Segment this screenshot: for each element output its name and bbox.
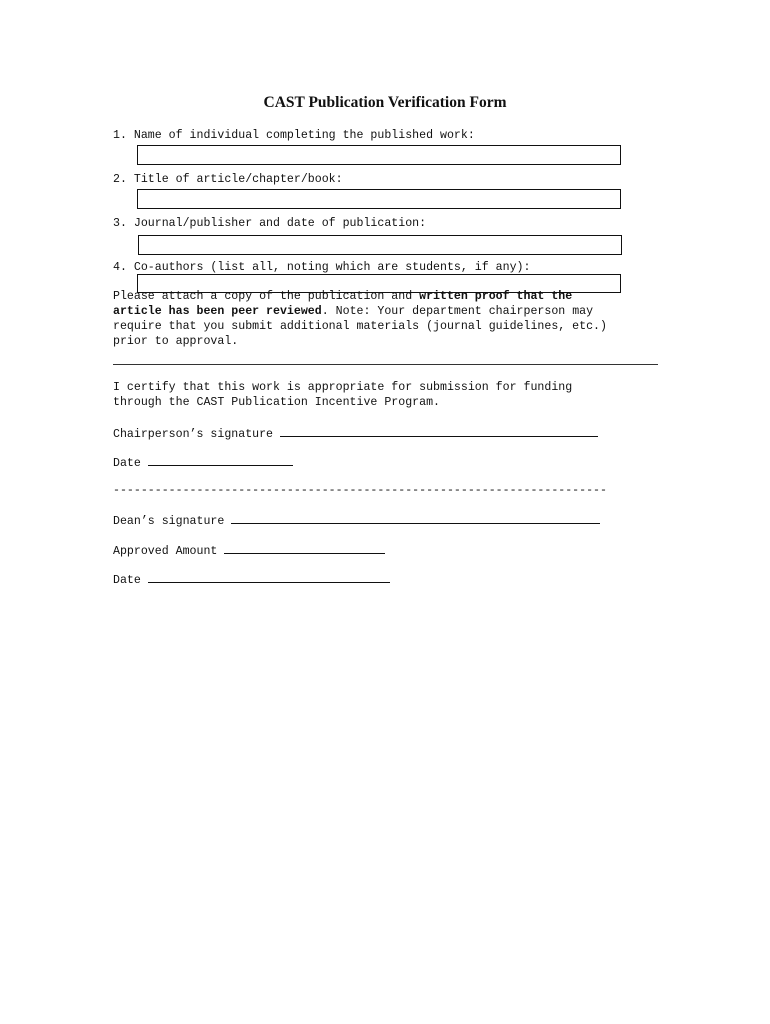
dean-date-line[interactable]: [148, 571, 390, 583]
question-3-label: 3. Journal/publisher and date of publication:: [113, 217, 427, 230]
dean-signature-row: [113, 512, 600, 530]
question-1-label: 1. Name of individual completing the published work:: [113, 129, 475, 142]
instructions-line-4: prior to approval.: [113, 335, 239, 348]
dean-date-label: Date: [113, 574, 141, 587]
name-input[interactable]: [138, 146, 620, 164]
dean-signature-line[interactable]: [231, 512, 600, 524]
instructions-line-2-bold: article has been peer reviewed: [113, 305, 322, 318]
instructions-line-1: [113, 290, 572, 305]
question-4-text: 4. Co-authors (list all, noting which are students, if any):: [113, 261, 531, 274]
certification-line-1: I certify that this work is appropriate for submission for funding: [113, 381, 573, 394]
chair-signature-line[interactable]: [280, 425, 598, 437]
chair-signature-label: Chairperson’s signature: [113, 428, 274, 441]
dean-signature-label: Dean’s signature: [113, 515, 225, 528]
chair-date-row: [113, 454, 293, 472]
form-title: CAST Publication Verification Form: [263, 94, 507, 111]
title-field[interactable]: [137, 189, 621, 209]
chair-date-label: Date: [113, 457, 141, 470]
question-2-label: 2. Title of article/chapter/book:: [113, 173, 343, 186]
dean-date-row: [113, 571, 390, 589]
instructions-line-3: require that you submit additional materials (journal guidelines, etc.): [113, 320, 607, 333]
dashed-separator: -----------------------------------------------------------------------: [113, 484, 607, 497]
journal-input[interactable]: [139, 236, 621, 254]
title-input[interactable]: [138, 190, 620, 208]
name-field[interactable]: [137, 145, 621, 165]
approved-amount-row: [113, 542, 385, 560]
section-divider: [113, 364, 658, 365]
certification-line-2: through the CAST Publication Incentive Program.: [113, 396, 440, 409]
journal-field[interactable]: [138, 235, 622, 255]
approved-amount-line[interactable]: [224, 542, 385, 554]
approved-amount-label: Approved Amount: [113, 545, 218, 558]
instructions-line-2-rest: . Note: Your department chairperson may: [321, 305, 594, 318]
instructions-line-1-bold: written proof that the: [419, 290, 573, 303]
instructions-line-1-prefix: Please attach a copy of the publication and: [113, 290, 420, 303]
chair-signature-row: [113, 425, 598, 443]
instructions-line-2: [113, 305, 593, 320]
chair-date-line[interactable]: [148, 454, 293, 466]
